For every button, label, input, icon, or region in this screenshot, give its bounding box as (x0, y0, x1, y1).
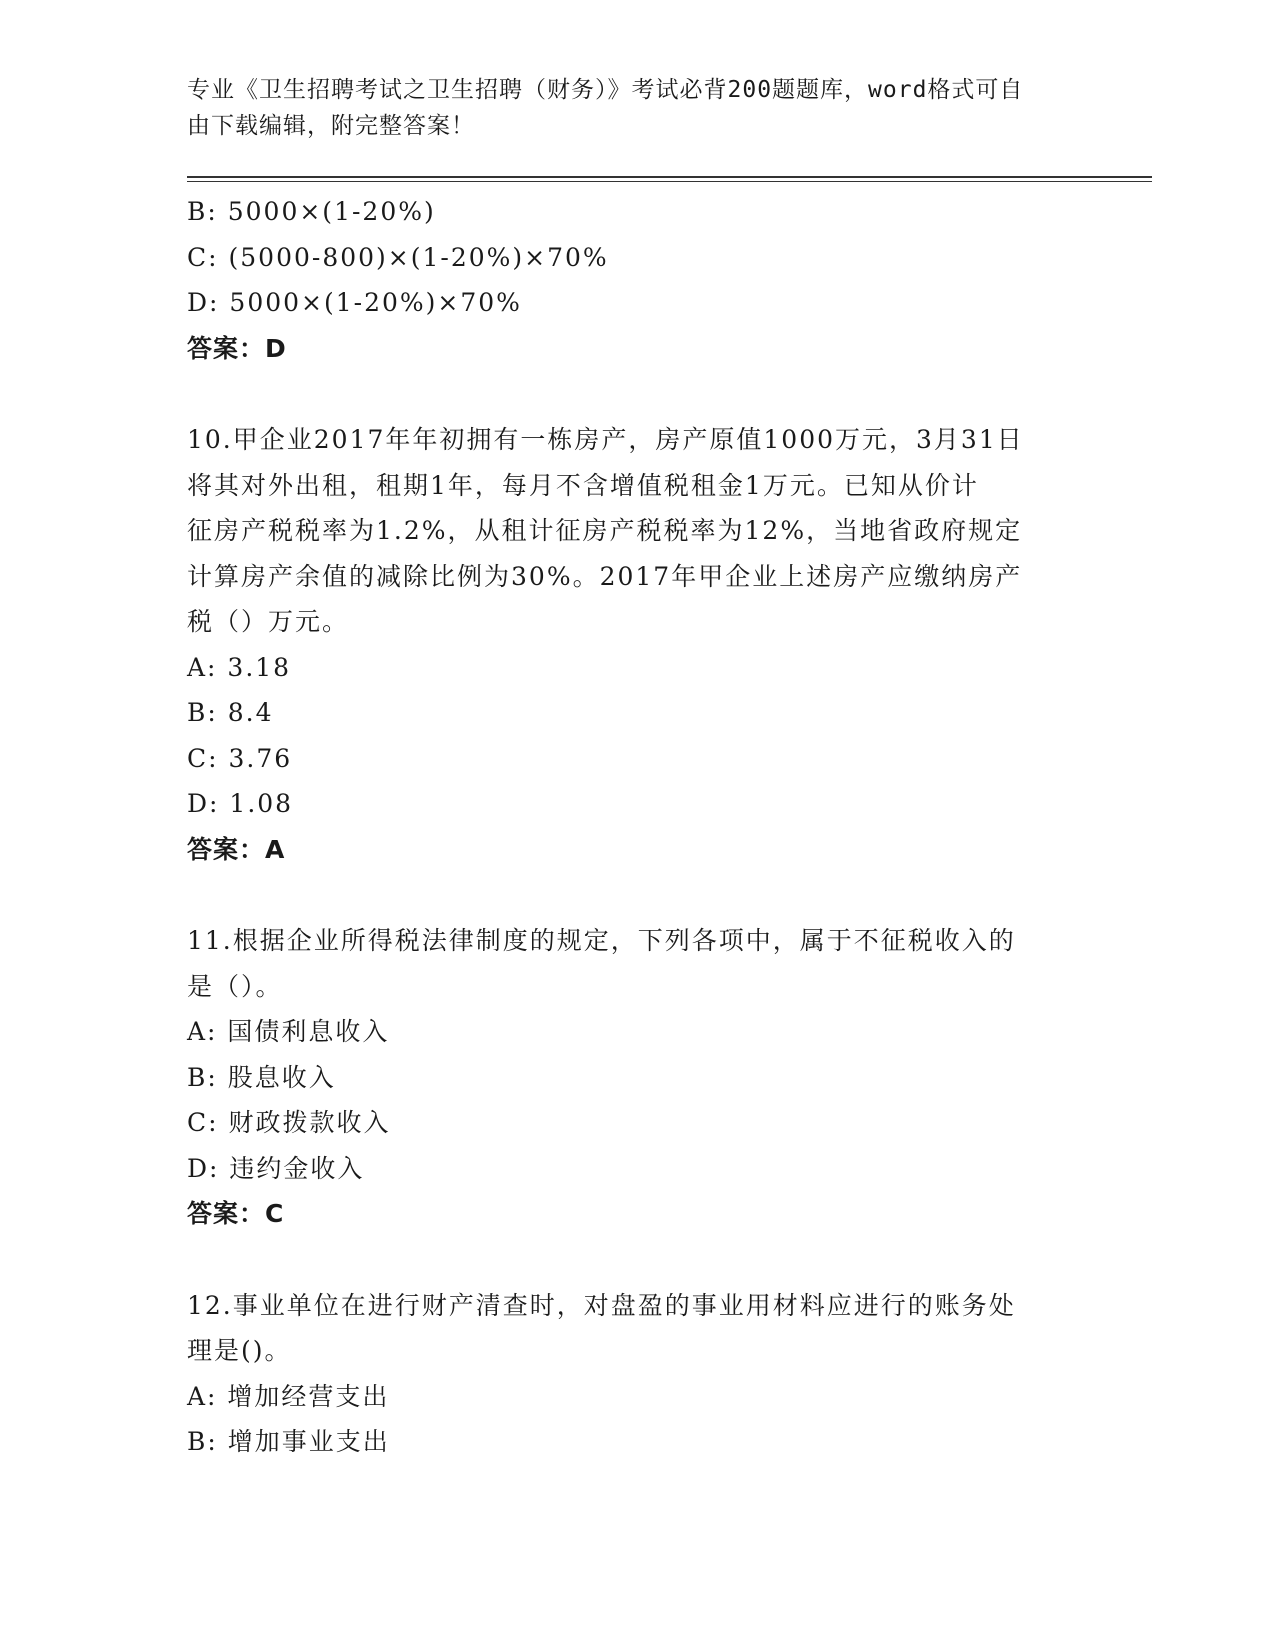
question-stem-line: 12.事业单位在进行财产清查时，对盘盈的事业用材料应进行的账务处 (187, 1290, 1016, 1320)
question-10 (187, 417, 1087, 872)
option-b: B: 5000×(1-20%) (187, 197, 436, 226)
option-b: B: 增加事业支出 (187, 1427, 390, 1456)
question-stem-line: 理是()。 (187, 1336, 292, 1365)
question-stem-line: 征房产税税率为1.2%，从租计征房产税税率为12%，当地省政府规定 (187, 516, 1023, 545)
option-c: C: (5000-800)×(1-20%)×70% (187, 242, 609, 272)
question-stem-line: 是（）。 (187, 971, 283, 1001)
question-12 (187, 1283, 1087, 1465)
option-d: D: 1.08 (187, 789, 294, 818)
document-header (187, 72, 1087, 144)
option-d: D: 5000×(1-20%)×70% (187, 288, 522, 317)
answer: 答案：D (187, 333, 287, 363)
option-c: C: 3.76 (187, 743, 293, 773)
question-stem-line: 计算房产余值的减除比例为30%。2017年甲企业上述房产应缴纳房产 (187, 561, 1023, 591)
option-d: D: 违约金收入 (187, 1153, 365, 1183)
option-b: B: 股息收入 (187, 1062, 336, 1092)
header-divider-thin (187, 181, 1152, 182)
option-a: A: 3.18 (187, 652, 292, 682)
option-a: A: 增加经营支出 (187, 1381, 390, 1411)
question-stem-line: 将其对外出租，租期1年，每月不含增值税租金1万元。已知从价计 (187, 470, 979, 500)
option-b: B: 8.4 (187, 698, 274, 727)
header-divider-thick (187, 176, 1152, 178)
question-11 (187, 918, 1087, 1237)
header-title-line-2: 由下载编辑，附完整答案！ (187, 113, 475, 139)
question-9 (187, 189, 1087, 371)
header-title-line-1: 专业《卫生招聘考试之卫生招聘（财务）》考试必背200题题库，word格式可自 (187, 77, 1024, 103)
question-stem-line: 税（）万元。 (187, 607, 350, 636)
question-list (187, 189, 1087, 1465)
question-stem-line: 10.甲企业2017年年初拥有一栋房产，房产原值1000万元，3月31日 (187, 425, 1024, 454)
question-stem-line: 11.根据企业所得税法律制度的规定，下列各项中，属于不征税收入的 (187, 926, 1016, 955)
option-a: A: 国债利息收入 (187, 1017, 390, 1046)
answer: 答案：C (187, 1199, 285, 1228)
answer: 答案：A (187, 834, 286, 864)
option-c: C: 财政拨款收入 (187, 1108, 391, 1137)
